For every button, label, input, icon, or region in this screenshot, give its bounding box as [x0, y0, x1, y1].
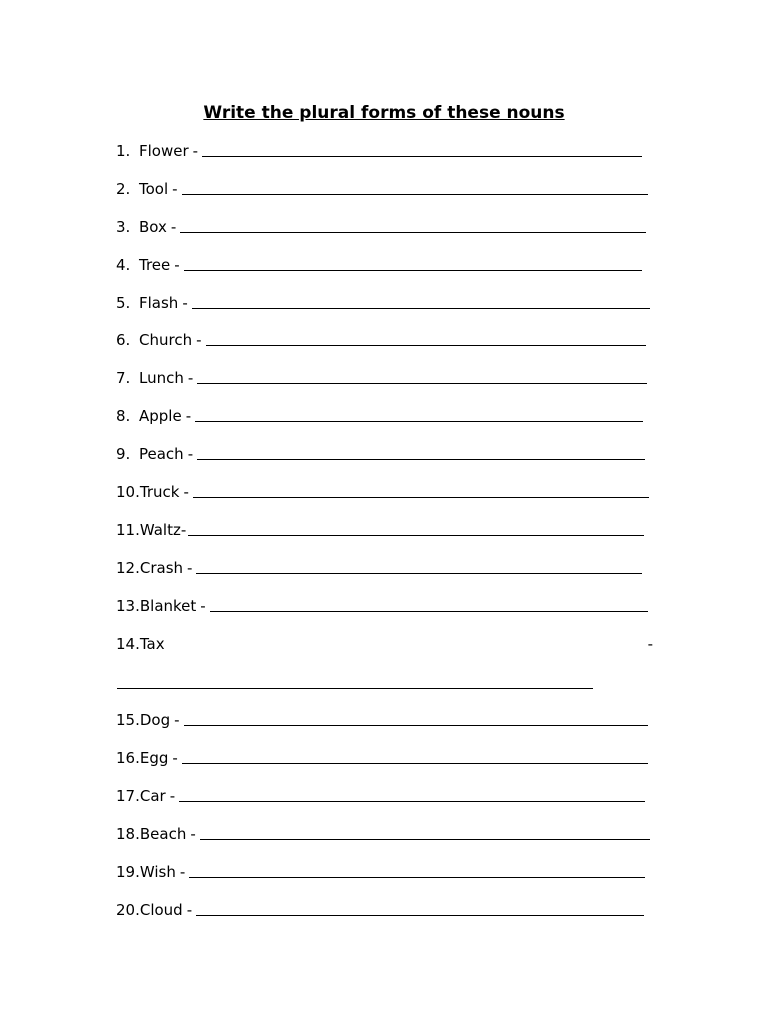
answer-blank[interactable]	[117, 688, 593, 689]
item-word: Tax	[139, 635, 165, 653]
answer-blank[interactable]	[182, 749, 648, 764]
item-word: Tree	[139, 256, 171, 274]
answer-blank[interactable]	[188, 521, 644, 536]
item-dash: -	[187, 369, 194, 387]
list-item	[116, 595, 648, 617]
answer-blank[interactable]	[196, 901, 644, 916]
item-number: 15.	[116, 711, 140, 729]
item-dash: -	[172, 749, 178, 767]
list-item	[116, 329, 646, 351]
answer-blank[interactable]	[197, 369, 647, 384]
answer-blank[interactable]	[202, 142, 642, 157]
item-dash: -	[179, 863, 186, 881]
item-number: 20.	[116, 901, 140, 919]
item-word: Waltz	[139, 521, 181, 539]
item-dash: -	[186, 901, 193, 919]
item-dash: -	[192, 142, 199, 160]
item-dash: -	[172, 180, 178, 198]
item-number: 12.	[116, 559, 140, 577]
list-item	[116, 747, 648, 769]
list-item	[116, 140, 642, 162]
item-word: Peach	[139, 445, 184, 463]
worksheet-title: Write the plural forms of these nouns	[203, 103, 565, 123]
item-word: Car	[139, 787, 166, 805]
item-dash: -	[182, 294, 188, 312]
answer-blank[interactable]	[189, 863, 645, 878]
list-item	[116, 216, 646, 238]
item-word: Truck	[139, 483, 180, 501]
item-word: Tool	[139, 180, 169, 198]
item-dash: -	[169, 787, 176, 805]
item-word: Dog	[139, 711, 171, 729]
list-item	[116, 709, 648, 731]
item-word: Beach	[139, 825, 187, 843]
item-dash: -	[174, 256, 180, 274]
list-item	[116, 519, 644, 541]
list-item	[116, 557, 642, 579]
answer-blank[interactable]	[182, 180, 648, 195]
answer-blank[interactable]	[196, 559, 642, 574]
list-item	[116, 405, 643, 427]
list-item	[116, 178, 648, 200]
item-dash: -	[185, 407, 192, 425]
item-number: 5.	[116, 294, 131, 312]
item-number: 6.	[116, 331, 131, 349]
answer-blank[interactable]	[193, 483, 649, 498]
item-number: 7.	[116, 369, 131, 387]
item-word: Church	[139, 331, 193, 349]
item-number: 19.	[116, 863, 140, 881]
item-word: Box	[139, 218, 167, 236]
item-word: Flower	[139, 142, 189, 160]
item-dash: -	[190, 825, 196, 843]
item-dash: -	[196, 331, 202, 349]
item-dash: -	[187, 445, 194, 463]
item-word: Wish	[139, 863, 176, 881]
item-word: Lunch	[139, 369, 184, 387]
item-dash: -	[180, 521, 187, 539]
item-number: 4.	[116, 256, 131, 274]
answer-blank[interactable]	[210, 597, 648, 612]
item-dash: -	[170, 218, 177, 236]
list-item	[116, 481, 649, 503]
item-number: 16.	[116, 749, 140, 767]
item-dash: -	[183, 483, 189, 501]
list-item	[116, 899, 644, 921]
list-item	[116, 633, 653, 655]
list-item	[116, 254, 642, 276]
answer-blank[interactable]	[192, 294, 650, 309]
item-word: Egg	[139, 749, 169, 767]
item-word: Flash	[139, 294, 179, 312]
item-number: 8.	[116, 407, 131, 425]
item-dash: -	[187, 559, 193, 577]
list-item	[116, 823, 650, 845]
item-number: 10.	[116, 483, 140, 501]
item-word: Cloud	[139, 901, 183, 919]
answer-blank[interactable]	[180, 218, 646, 233]
item-dash: -	[174, 711, 180, 729]
item-number: 1.	[116, 142, 131, 160]
item-number: 3.	[116, 218, 131, 236]
answer-blank[interactable]	[195, 407, 643, 422]
item-number: 18.	[116, 825, 140, 843]
answer-blank[interactable]	[179, 787, 645, 802]
item-word: Blanket	[139, 597, 197, 615]
answer-blank[interactable]	[197, 445, 645, 460]
answer-blank[interactable]	[184, 711, 648, 726]
list-item	[116, 292, 650, 314]
item-number: 17.	[116, 787, 140, 805]
answer-blank[interactable]	[200, 825, 650, 840]
item-number: 13.	[116, 597, 140, 615]
list-item	[116, 367, 647, 389]
answer-blank[interactable]	[206, 331, 646, 346]
item-number: 14.	[116, 635, 140, 653]
list-item	[116, 443, 645, 465]
item-dash: -	[647, 635, 653, 653]
item-number: 9.	[116, 445, 131, 463]
item-word: Crash	[139, 559, 184, 577]
list-item	[116, 785, 645, 807]
item-number: 11.	[116, 521, 140, 539]
item-dash: -	[200, 597, 206, 615]
list-item	[116, 861, 645, 883]
item-word: Apple	[139, 407, 182, 425]
item-number: 2.	[116, 180, 131, 198]
answer-blank[interactable]	[184, 256, 642, 271]
